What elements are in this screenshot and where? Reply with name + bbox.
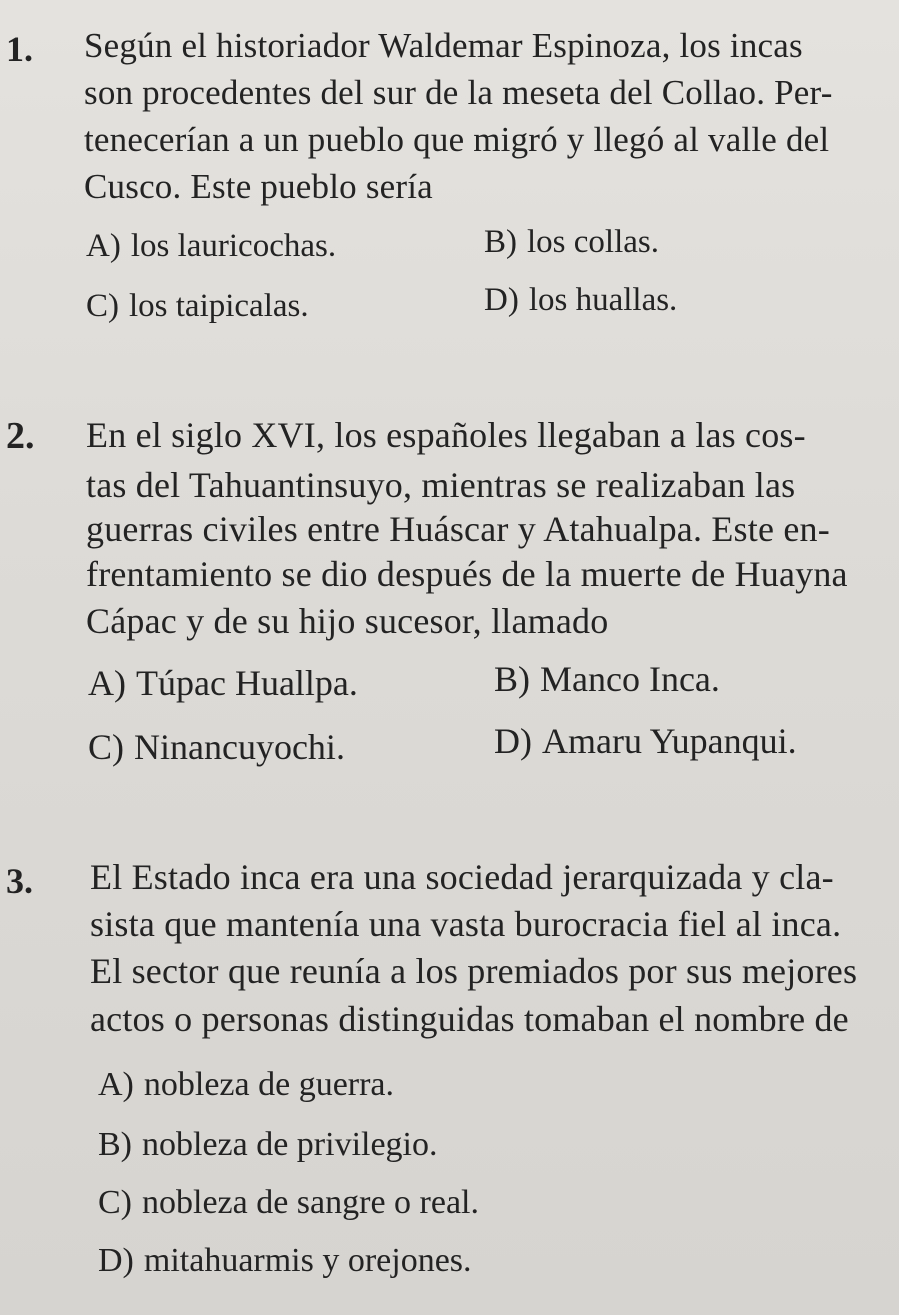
option-text: los lauricochas.: [130, 228, 337, 264]
option-letter: B): [98, 1126, 132, 1163]
question-text-line: guerras civiles entre Huáscar y Atahualpa. Este en-: [86, 509, 830, 549]
question-number: 3.: [6, 861, 33, 901]
option-b[interactable]: [494, 658, 720, 700]
option-text: nobleza de privilegio.: [142, 1126, 438, 1163]
option-letter: B): [494, 659, 530, 699]
question-text-line: En el siglo XVI, los españoles llegaban a las cos-: [86, 415, 806, 455]
question-text-line: frentamiento se dio después de la muerte de Huayna: [86, 554, 848, 594]
question-text-line: tas del Tahuantinsuyo, mientras se realizaban las: [86, 465, 796, 505]
option-text: Manco Inca.: [540, 659, 720, 699]
option-a[interactable]: [88, 662, 358, 704]
option-text: nobleza de guerra.: [143, 1066, 395, 1103]
option-c[interactable]: [98, 1184, 479, 1222]
question-text-line: El Estado inca era una sociedad jerarquizada y cla-: [90, 857, 834, 897]
option-text: mitahuarmis y orejones.: [143, 1242, 472, 1279]
option-d[interactable]: [98, 1242, 472, 1280]
question-text-line: Cápac y de su hijo sucesor, llamado: [86, 601, 609, 641]
question-text-line: Cusco. Este pueblo sería: [84, 167, 433, 206]
option-letter: D): [98, 1242, 134, 1279]
question-text-line: sista que mantenía una vasta burocracia fiel al inca.: [90, 904, 842, 944]
option-letter: C): [88, 727, 124, 767]
option-c[interactable]: [88, 726, 345, 768]
option-d[interactable]: [494, 720, 797, 762]
option-letter: D): [484, 282, 519, 318]
option-letter: D): [494, 721, 532, 761]
question-text-line: tenecerían a un pueblo que migró y llegó al valle del: [84, 120, 830, 159]
option-text: los collas.: [527, 224, 659, 260]
question-text-line: Según el historiador Waldemar Espinoza, los incas: [84, 26, 803, 65]
option-letter: C): [98, 1184, 132, 1221]
option-text: Amaru Yupanqui.: [542, 721, 797, 761]
option-a[interactable]: [98, 1066, 394, 1104]
option-letter: A): [86, 228, 121, 264]
option-b[interactable]: [98, 1126, 438, 1164]
option-text: los huallas.: [528, 282, 678, 318]
question-text-line: actos o personas distinguidas tomaban el nombre de: [90, 999, 849, 1039]
option-text: nobleza de sangre o real.: [142, 1184, 479, 1221]
question-text-line: son procedentes del sur de la meseta del Collao. Per-: [84, 73, 833, 112]
option-b[interactable]: [484, 224, 659, 261]
question-number: 2.: [6, 415, 35, 457]
question-number: 1.: [6, 29, 33, 69]
option-text: los taipicalas.: [129, 288, 309, 324]
option-text: Túpac Huallpa.: [136, 663, 358, 703]
option-a[interactable]: [86, 228, 336, 265]
option-letter: B): [484, 224, 517, 260]
question-text-line: El sector que reunía a los premiados por sus mejores: [90, 951, 858, 991]
option-letter: C): [86, 288, 119, 324]
option-text: Ninancuyochi.: [134, 727, 345, 767]
option-c[interactable]: [86, 288, 309, 325]
option-letter: A): [88, 663, 126, 703]
option-d[interactable]: [484, 282, 677, 319]
option-letter: A): [98, 1066, 134, 1103]
